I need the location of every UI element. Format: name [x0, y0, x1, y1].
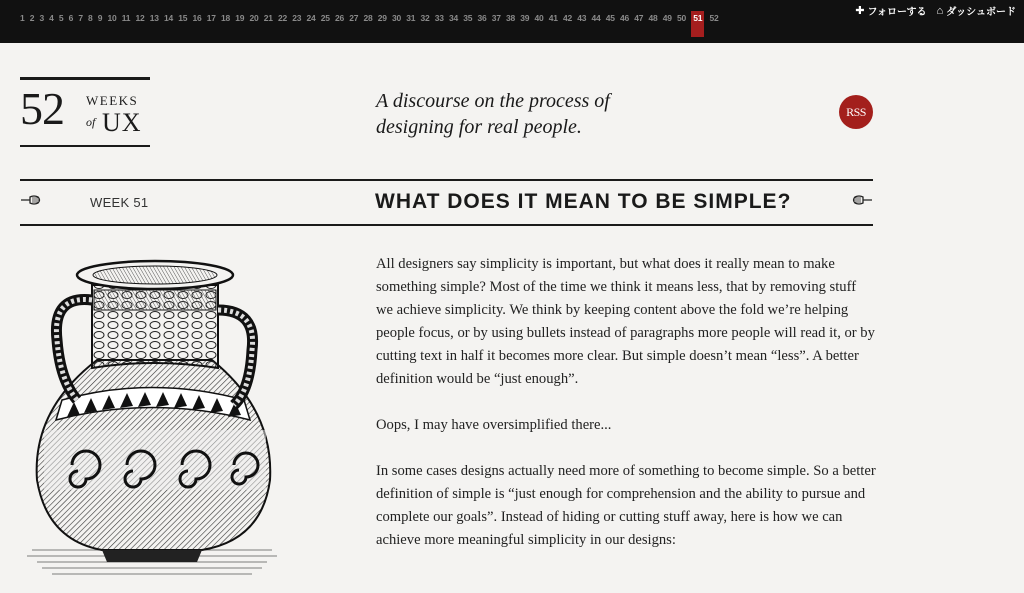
week-link-23[interactable]: 23 — [292, 13, 302, 23]
week-link-9[interactable]: 9 — [97, 13, 103, 23]
plus-icon: ✚ — [855, 5, 865, 17]
week-link-6[interactable]: 6 — [68, 13, 74, 23]
week-link-45[interactable]: 45 — [605, 13, 615, 23]
week-link-28[interactable]: 28 — [363, 13, 373, 23]
week-link-30[interactable]: 30 — [392, 13, 402, 23]
week-link-50[interactable]: 50 — [677, 13, 687, 23]
paragraph: In some cases designs actually need more of something to become simple. So a better definition of simple is “just enough for comprehension and the ability to pursue and complete our goals”. Instead of hiding or cutting stuff away, here is how we can achieve more meaningful simplicity in our designs: — [376, 463, 876, 548]
week-link-41[interactable]: 41 — [548, 13, 558, 23]
week-link-21[interactable]: 21 — [263, 13, 273, 23]
week-link-7[interactable]: 7 — [78, 13, 83, 23]
week-link-43[interactable]: 43 — [577, 13, 587, 23]
pointing-hand-left-icon — [20, 193, 42, 212]
week-link-25[interactable]: 25 — [320, 13, 330, 23]
week-link-13[interactable]: 13 — [149, 13, 159, 23]
follow-label: フォローする — [867, 7, 927, 18]
week-link-24[interactable]: 24 — [306, 13, 316, 23]
week-link-36[interactable]: 36 — [477, 13, 487, 23]
tagline-line-2: designing for real people. — [376, 116, 582, 138]
vase-illustration — [22, 250, 282, 590]
week-link-14[interactable]: 14 — [164, 13, 174, 23]
week-link-49[interactable]: 49 — [662, 13, 672, 23]
week-link-18[interactable]: 18 — [221, 13, 231, 23]
week-nav — [20, 13, 724, 37]
week-link-38[interactable]: 38 — [506, 13, 516, 23]
tagline-line-1: A discourse on the process of — [376, 90, 610, 112]
week-link-47[interactable]: 47 — [634, 13, 644, 23]
week-link-2[interactable]: 2 — [29, 13, 35, 23]
week-link-40[interactable]: 40 — [534, 13, 544, 23]
logo-ux: UX — [102, 108, 142, 137]
week-link-17[interactable]: 17 — [206, 13, 216, 23]
logo-number: 52 — [20, 83, 64, 134]
week-link-15[interactable]: 15 — [178, 13, 188, 23]
week-link-37[interactable]: 37 — [491, 13, 501, 23]
home-icon: ⌂ — [936, 4, 944, 17]
week-link-44[interactable]: 44 — [591, 13, 601, 23]
week-link-22[interactable]: 22 — [278, 13, 288, 23]
paragraph: All designers say simplicity is important, but what does it really mean to make something simple? Most of the time we think it means less, that by removing stuff we achieve simplicity. We think by keeping content above the fold we’re helping people focus, or by using bullets instead of paragraphs more people will read it, or by cutting text in half it becomes more clear. But simple doesn’t mean “less”. A better definition would be “just enough”. — [376, 256, 875, 387]
week-link-29[interactable]: 29 — [377, 13, 387, 23]
week-link-16[interactable]: 16 — [192, 13, 202, 23]
rss-button[interactable]: RSS — [839, 95, 873, 129]
week-link-39[interactable]: 39 — [520, 13, 530, 23]
week-label: WEEK 51 — [90, 195, 149, 210]
week-link-42[interactable]: 42 — [563, 13, 573, 23]
week-link-33[interactable]: 33 — [434, 13, 444, 23]
pointing-hand-right-icon — [851, 193, 873, 212]
week-link-26[interactable]: 26 — [335, 13, 345, 23]
follow-button[interactable] — [855, 3, 926, 18]
week-link-1[interactable]: 1 — [20, 13, 25, 23]
week-link-10[interactable]: 10 — [107, 13, 117, 23]
week-link-8[interactable]: 8 — [88, 13, 93, 23]
top-bar — [0, 0, 1024, 43]
week-link-48[interactable]: 48 — [648, 13, 658, 23]
week-link-52[interactable]: 52 — [709, 13, 719, 23]
logo-weeks: WEEKS — [86, 93, 139, 108]
week-link-20[interactable]: 20 — [249, 13, 259, 23]
week-link-19[interactable]: 19 — [235, 13, 245, 23]
week-link-5[interactable]: 5 — [58, 13, 64, 23]
site-tagline — [376, 88, 676, 140]
week-link-3[interactable]: 3 — [39, 13, 44, 23]
week-link-32[interactable]: 32 — [420, 13, 430, 23]
site-logo[interactable] — [20, 77, 150, 147]
week-link-46[interactable]: 46 — [620, 13, 630, 23]
logo-of: of — [86, 115, 96, 129]
week-link-35[interactable]: 35 — [463, 13, 473, 23]
week-link-31[interactable]: 31 — [406, 13, 416, 23]
post-body — [376, 253, 876, 575]
week-link-34[interactable]: 34 — [449, 13, 459, 23]
paragraph: Oops, I may have oversimplified there... — [376, 417, 612, 433]
dashboard-button[interactable] — [937, 3, 1016, 18]
topbar-actions — [855, 3, 1016, 18]
week-link-11[interactable]: 11 — [121, 13, 131, 23]
week-link-51[interactable]: 51 — [691, 11, 704, 37]
dashboard-label: ダッシュボード — [946, 7, 1016, 18]
post-header-band — [20, 179, 873, 226]
week-link-27[interactable]: 27 — [349, 13, 359, 23]
week-link-12[interactable]: 12 — [135, 13, 145, 23]
post-title: WHAT DOES IT MEAN TO BE SIMPLE? — [375, 190, 792, 213]
week-link-4[interactable]: 4 — [49, 13, 54, 23]
